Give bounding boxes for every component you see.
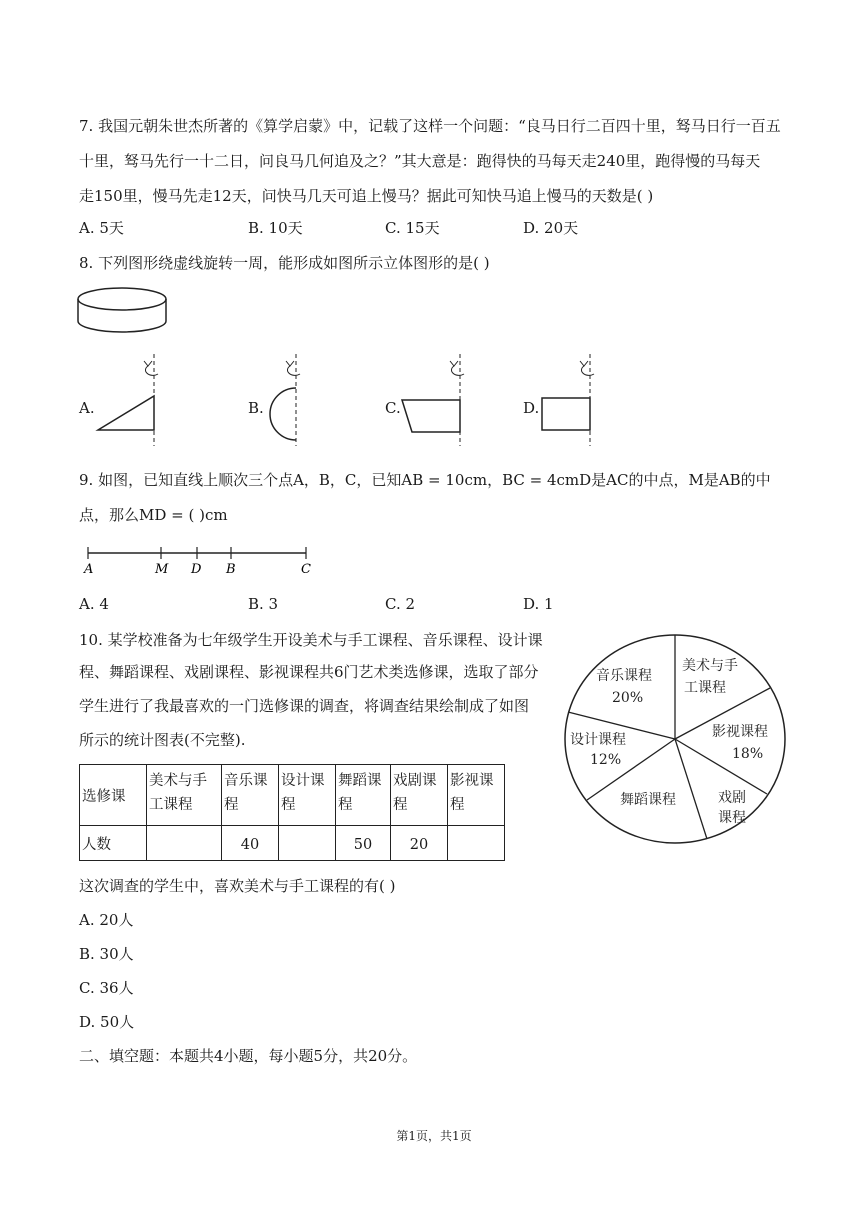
q8-figure-c-trapezoid xyxy=(398,352,478,452)
table-header-row xyxy=(80,765,505,826)
q10-question: 这次调查的学生中，喜欢美术与手工课程的有( ) xyxy=(79,877,396,895)
cylinder-figure xyxy=(74,285,174,345)
q7-line-2: 十里，驽马先行一十二日，问良马几何追及之？”其大意是：跑得快的马每天走240里，跑得慢的马每天 xyxy=(79,152,761,170)
table-cell: 50 xyxy=(336,826,391,861)
pie-label-dance: 舞蹈课程 xyxy=(620,792,676,808)
page-footer: 第1页，共1页 xyxy=(396,1129,472,1143)
q9-number-line xyxy=(80,545,320,577)
table-row xyxy=(80,826,505,861)
q7-line-3: 走150里，慢马先走12天，问快马几天可追上慢马？据此可知快马追上慢马的天数是( ) xyxy=(79,187,654,205)
q9-line-2: 点，那么MD = ( )cm xyxy=(79,506,228,524)
table-header-cell: 舞蹈课 程 xyxy=(336,765,391,826)
q8-figure-a-triangle xyxy=(92,352,172,452)
q8-stem: 8. 下列图形绕虚线旋转一周，能形成如图所示立体图形的是( ) xyxy=(79,254,490,272)
table-cell xyxy=(147,826,222,861)
q7-option-d: D. 20天 xyxy=(523,219,579,237)
pie-label-music: 音乐课程 xyxy=(596,668,652,684)
q8-option-d: D. xyxy=(523,399,540,417)
point-label-m: M xyxy=(155,562,169,577)
point-label-a: A xyxy=(84,562,94,577)
pie-label-film: 影视课程 xyxy=(712,724,768,740)
q10-option-b: B. 30人 xyxy=(79,945,134,963)
table-header-cell: 音乐课 程 xyxy=(222,765,279,826)
q9-option-c: C. 2 xyxy=(385,595,416,613)
point-label-d: D xyxy=(191,562,202,577)
q7-option-b: B. 10天 xyxy=(248,219,303,237)
table-cell: 20 xyxy=(391,826,448,861)
q9-option-a: A. 4 xyxy=(79,595,109,613)
pie-label-design: 设计课程 xyxy=(570,732,626,748)
q9-option-b: B. 3 xyxy=(248,595,279,613)
q8-figure-b-semicircle xyxy=(258,352,338,452)
table-header-cell: 美术与手 工课程 xyxy=(147,765,222,826)
q10-option-c: C. 36人 xyxy=(79,979,134,997)
q10-line-3: 学生进行了我最喜欢的一门选修课的调查，将调查结果绘制成了如图 xyxy=(79,697,530,715)
point-label-c: C xyxy=(301,562,311,577)
course-statistics-table xyxy=(79,764,505,861)
pie-value-design: 12% xyxy=(590,752,622,768)
q10-line-2: 程、舞蹈课程、戏剧课程、影视课程共6门艺术类选修课，选取了部分 xyxy=(79,663,539,681)
q10-line-4: 所示的统计图表(不完整). xyxy=(79,731,246,749)
table-header-cell: 影视课 程 xyxy=(448,765,505,826)
q7-option-a: A. 5天 xyxy=(79,219,124,237)
table-cell: 40 xyxy=(222,826,279,861)
q7-line-1: 7. 我国元朝朱世杰所著的《算学启蒙》中，记载了这样一个问题：“良马日行二百四十里，驽马日行一百五 xyxy=(79,117,781,135)
q8-option-a: A. xyxy=(79,399,95,417)
pie-label-drama-1: 戏剧 xyxy=(718,790,746,806)
pie-value-music: 20% xyxy=(612,690,644,706)
table-header-cell: 戏剧课 程 xyxy=(391,765,448,826)
pie-label-art-1: 美术与手 xyxy=(682,658,738,674)
q9-line-1: 9. 如图，已知直线上顺次三个点A，B，C，已知AB = 10cm，BC = 4cmD是AC的中点，M是AB的中 xyxy=(79,471,771,489)
table-header-cell: 设计课 程 xyxy=(279,765,336,826)
q8-option-b: B. xyxy=(248,399,264,417)
pie-label-drama-2: 课程 xyxy=(718,810,746,826)
q8-option-c: C. xyxy=(385,399,401,417)
pie-label-art-2: 工课程 xyxy=(684,680,726,696)
q10-option-a: A. 20人 xyxy=(79,911,134,929)
point-label-b: B xyxy=(226,562,236,577)
q9-option-d: D. 1 xyxy=(523,595,554,613)
pie-chart xyxy=(560,632,790,847)
table-cell xyxy=(448,826,505,861)
q7-option-c: C. 15天 xyxy=(385,219,440,237)
q8-figure-d-rectangle xyxy=(538,352,618,452)
table-row-label: 人数 xyxy=(80,826,147,861)
pie-value-film: 18% xyxy=(732,746,764,762)
q10-line-1: 10. 某学校准备为七年级学生开设美术与手工课程、音乐课程、设计课 xyxy=(79,631,543,649)
section-2-heading: 二、填空题：本题共4小题，每小题5分，共20分。 xyxy=(79,1047,418,1065)
table-cell xyxy=(279,826,336,861)
table-header-cell: 选修课 xyxy=(80,765,147,826)
q10-option-d: D. 50人 xyxy=(79,1013,135,1031)
